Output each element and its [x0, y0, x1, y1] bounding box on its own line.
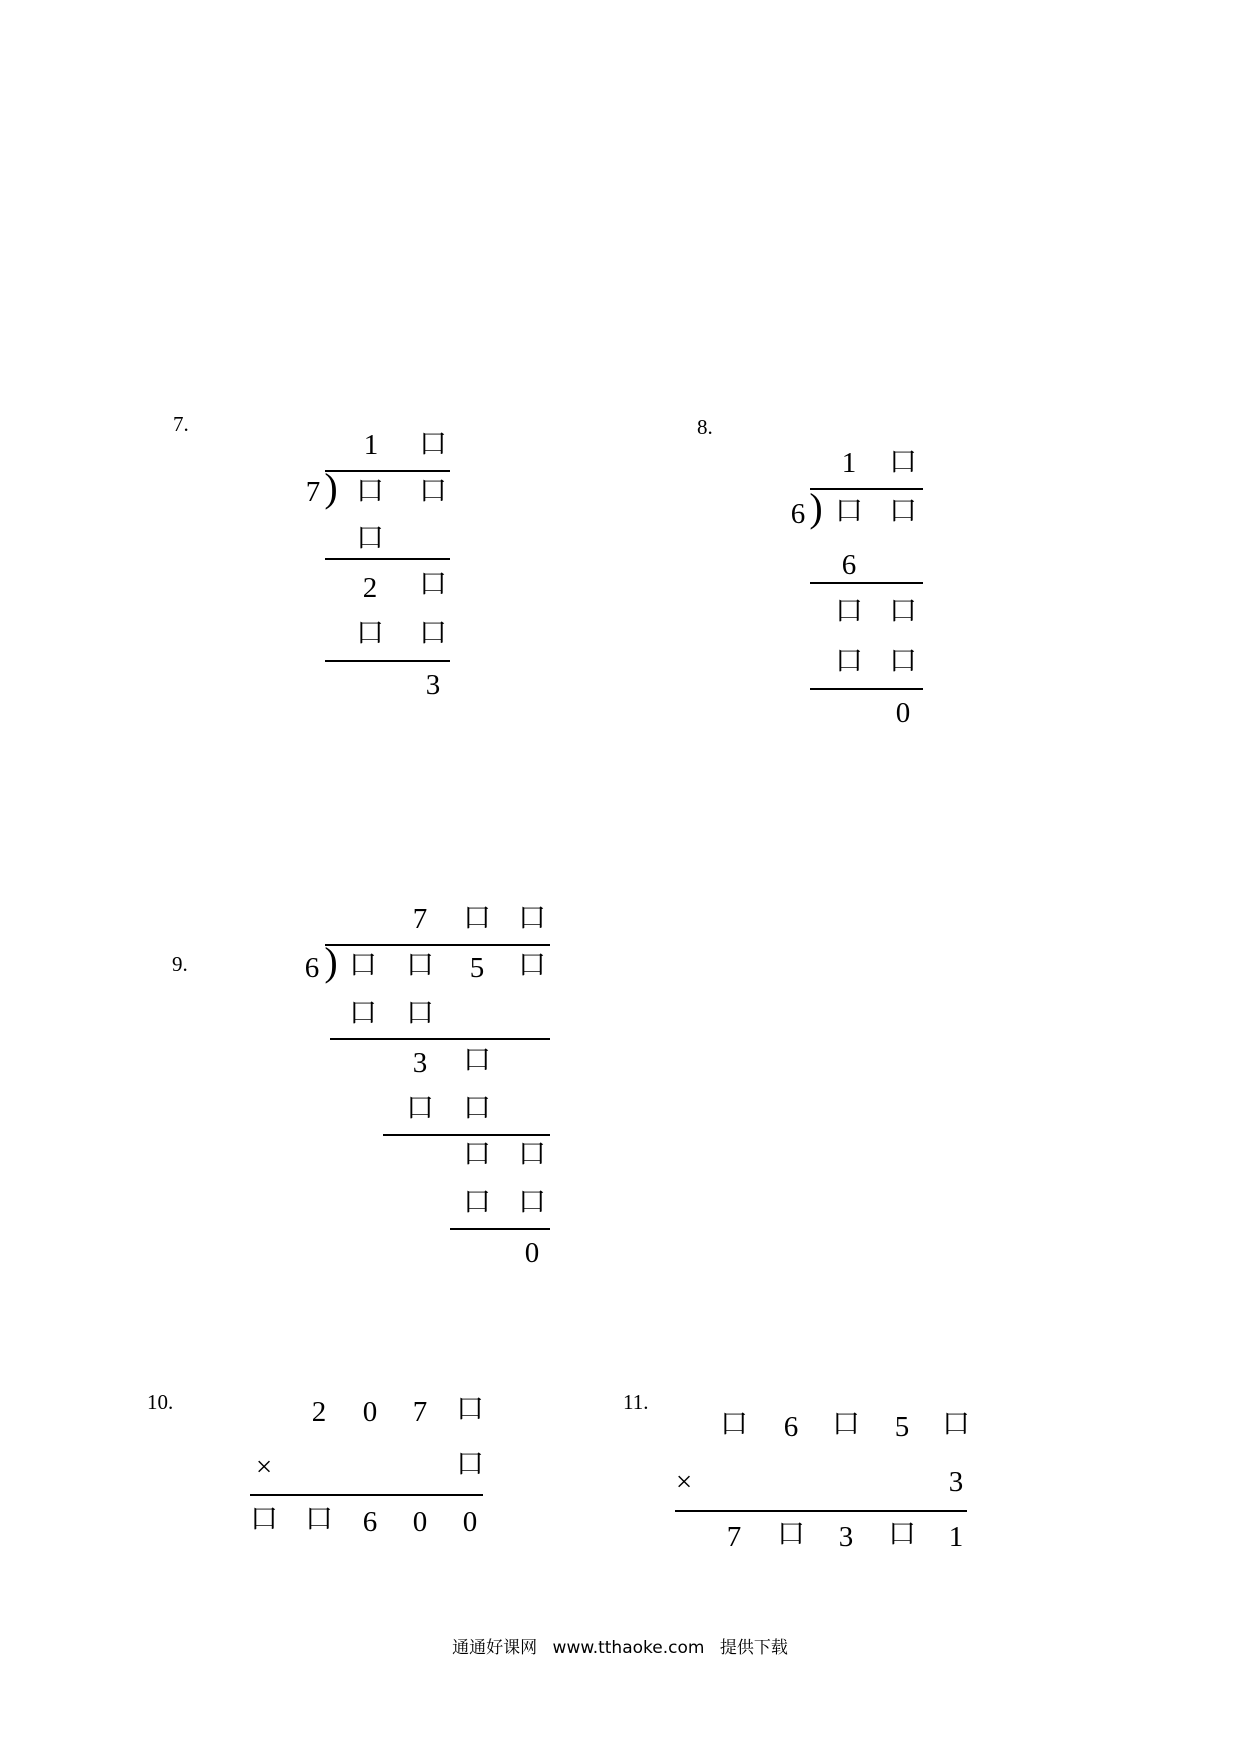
product-digit: 口	[776, 1519, 805, 1550]
division-bar	[325, 470, 450, 472]
multiplicand-digit: 口	[455, 1394, 484, 1425]
problem-9-number: 9.	[172, 952, 188, 976]
step-digit: 6	[841, 549, 857, 581]
subtraction-line	[325, 660, 450, 662]
product-digit: 3	[838, 1521, 854, 1553]
footer-url[interactable]: www.tthaoke.com	[552, 1638, 705, 1658]
product-digit: 0	[412, 1506, 428, 1538]
divisor: 6	[304, 952, 320, 984]
quotient-digit: 1	[363, 429, 379, 461]
multiply-operator: ×	[255, 1451, 273, 1483]
step-digit: 口	[355, 523, 384, 554]
step-digit: 口	[355, 618, 384, 649]
product-line	[250, 1494, 483, 1496]
step-digit: 2	[362, 572, 378, 604]
divisor: 6	[790, 498, 806, 530]
footer-note: 提供下载	[719, 1638, 788, 1658]
quotient-digit: 1	[841, 447, 857, 479]
subtraction-line	[330, 1038, 550, 1040]
step-digit: 口	[462, 1139, 491, 1170]
subtraction-line	[810, 582, 923, 584]
subtraction-line	[810, 688, 923, 690]
multiplicand-digit: 口	[719, 1409, 748, 1440]
product-digit: 0	[462, 1506, 478, 1538]
step-digit: 口	[462, 1093, 491, 1124]
step-digit: 3	[412, 1047, 428, 1079]
remainder: 3	[425, 669, 441, 701]
product-digit: 7	[726, 1521, 742, 1553]
multiplicand-digit: 7	[412, 1396, 428, 1428]
division-bar	[325, 944, 550, 946]
step-digit: 口	[517, 1139, 546, 1170]
problem-11-number: 11.	[623, 1390, 649, 1414]
dividend-digit: 口	[355, 476, 384, 507]
quotient-digit: 口	[888, 447, 917, 478]
step-digit: 口	[348, 998, 377, 1029]
multiplicand-digit: 2	[311, 1396, 327, 1428]
step-digit: 口	[418, 618, 447, 649]
subtraction-line	[325, 558, 450, 560]
product-digit: 口	[304, 1504, 333, 1535]
problem-8-number: 8.	[697, 415, 713, 439]
step-digit: 口	[888, 596, 917, 627]
product-digit: 6	[362, 1506, 378, 1538]
product-digit: 1	[948, 1521, 964, 1553]
product-line	[675, 1510, 967, 1512]
dividend-digit: 5	[469, 952, 485, 984]
quotient-digit: 口	[418, 429, 447, 460]
dividend-digit: 口	[418, 476, 447, 507]
step-digit: 口	[888, 646, 917, 677]
dividend-digit: 口	[888, 496, 917, 527]
multiplicand-digit: 5	[894, 1411, 910, 1443]
step-digit: 口	[834, 596, 863, 627]
multiplicand-digit: 6	[783, 1411, 799, 1443]
subtraction-line	[450, 1228, 550, 1230]
remainder: 0	[524, 1237, 540, 1269]
step-digit: 口	[405, 1093, 434, 1124]
footer	[0, 1637, 1240, 1659]
problem-10-number: 10.	[147, 1390, 174, 1414]
step-digit: 口	[418, 569, 447, 600]
step-digit: 口	[462, 1045, 491, 1076]
dividend-digit: 口	[834, 496, 863, 527]
product-digit: 口	[887, 1519, 916, 1550]
quotient-digit: 口	[462, 903, 491, 934]
problem-7-number: 7.	[173, 412, 189, 436]
subtraction-line	[383, 1134, 550, 1136]
dividend-digit: 口	[517, 950, 546, 981]
division-bar	[810, 488, 923, 490]
multiplicand-digit: 口	[831, 1409, 860, 1440]
division-bracket: )	[324, 939, 338, 984]
multiply-operator: ×	[675, 1466, 693, 1498]
multiplier-digit: 口	[455, 1449, 484, 1480]
division-bracket: )	[809, 485, 823, 530]
product-digit: 口	[249, 1504, 278, 1535]
step-digit: 口	[405, 998, 434, 1029]
step-digit: 口	[462, 1187, 491, 1218]
quotient-digit: 7	[412, 903, 428, 935]
division-bracket: )	[324, 465, 338, 510]
step-digit: 口	[517, 1187, 546, 1218]
remainder: 0	[895, 697, 911, 729]
dividend-digit: 口	[348, 950, 377, 981]
step-digit: 口	[834, 646, 863, 677]
multiplicand-digit: 口	[941, 1409, 970, 1440]
multiplier-digit: 3	[948, 1466, 964, 1498]
quotient-digit: 口	[517, 903, 546, 934]
footer-site-name: 通通好课网	[452, 1638, 538, 1658]
divisor: 7	[305, 476, 321, 508]
multiplicand-digit: 0	[362, 1396, 378, 1428]
dividend-digit: 口	[405, 950, 434, 981]
